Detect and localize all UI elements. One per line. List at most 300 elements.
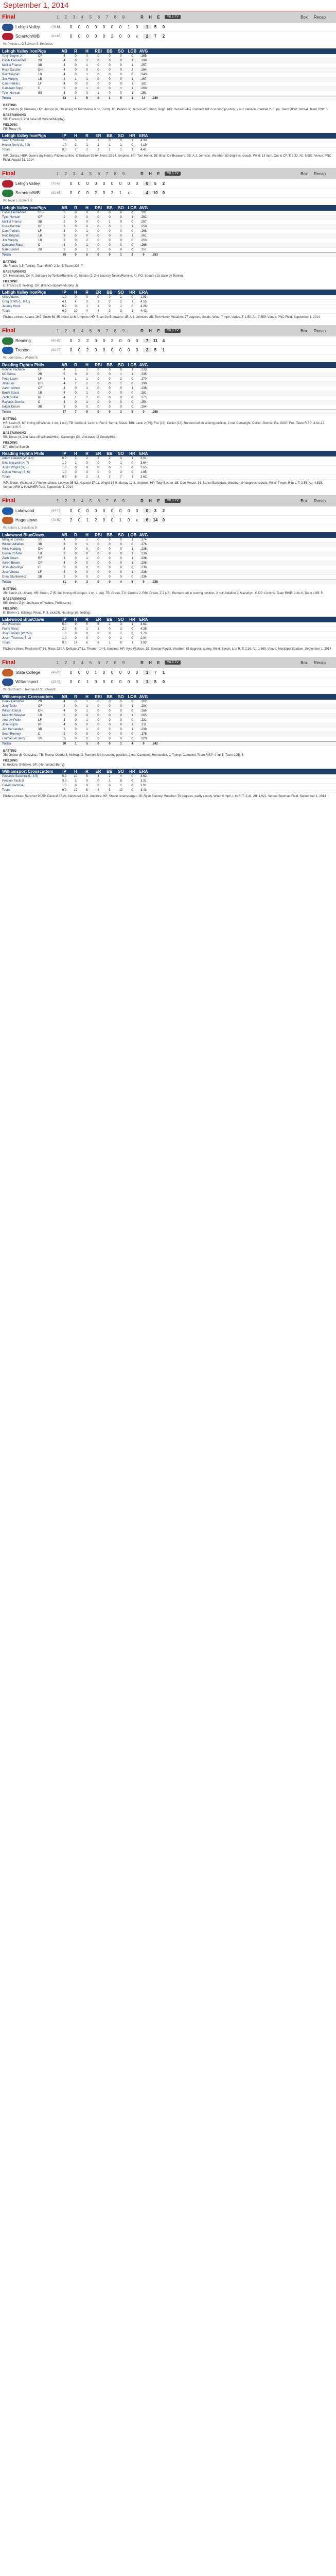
player-name[interactable]: Jose Pujols (2, 723, 18, 726)
stat-cell: 0 (75, 373, 77, 376)
milb-tv-badge[interactable]: MiLB.TV (165, 172, 181, 176)
stat-cell: 0 (131, 296, 133, 299)
game-notes (0, 414, 336, 451)
stat-cell: 0 (75, 305, 77, 308)
player-name[interactable]: Cameron Rupp (2, 87, 23, 90)
game-tabs (300, 172, 326, 176)
player-name[interactable]: Emmanuel Berry (2, 737, 25, 740)
pitcher-name[interactable]: Pediardo Sanchez (L, 3-5) (2, 775, 39, 778)
player-name[interactable]: Russ Canzler (2, 69, 21, 72)
inning-score: 0 (78, 25, 81, 29)
game-spacer (0, 164, 336, 168)
pitcher-name[interactable]: Greg Smith (L, 8-11) (2, 300, 30, 303)
inning-number: 7 (105, 171, 109, 176)
game-info: Pitches-strikes: Prosinski 87-56, Rivas 22-14, DeNato 17-11, Therrien 14-9. Umpires: HP: Kyle Wallace. 1B: George Riedel. Weather: 81 degrees, sunny. Wind: 3 mph, L to R. T: 2:16. Att: 1,369. Venue: Municipal Stadium. September 1, 2014 (3, 648, 331, 651)
player-name[interactable]: Cesar Hernandez (2, 211, 27, 214)
stat-cell: 0 (109, 59, 111, 62)
team-name[interactable]: State College (15, 670, 41, 675)
player-name[interactable]: Malcolm Wasper (2, 714, 25, 717)
stat-cell: 1 (131, 139, 133, 142)
player-position: 1B (38, 392, 42, 395)
stat-cell: 0 (86, 575, 88, 579)
player-name[interactable]: Tyler Henson (2, 92, 21, 95)
pitcher-name[interactable]: Joey DeNato (W, 2-3) (2, 632, 32, 635)
rhe-label: H (149, 498, 152, 503)
box-tab[interactable]: Box (300, 328, 308, 333)
inning-score: 0 (135, 181, 138, 186)
player-name[interactable]: Nate Spears (2, 248, 20, 251)
player-name[interactable]: Derek Campbell (2, 700, 25, 703)
stat-cell: 1 (120, 632, 122, 635)
pitcher-name[interactable]: Frank Rivas (2, 628, 19, 631)
player-name[interactable]: Tyler Henson (2, 216, 21, 219)
player-position: 1B (38, 234, 42, 238)
stat-cell: 1 (131, 714, 133, 717)
batter-row (0, 704, 336, 709)
team-logo-icon (2, 679, 13, 686)
batting-notes-heading: BATTING (3, 418, 17, 421)
stat-cell: 4 (63, 396, 65, 399)
player-position: DH (38, 382, 43, 385)
player-position: LF (38, 230, 42, 233)
milb-tv-badge[interactable]: MiLB.TV (165, 499, 181, 503)
stat-cell: 0 (75, 69, 77, 72)
team-name[interactable]: Hagerstown (15, 518, 38, 522)
milb-tv-badge[interactable]: MiLB.TV (165, 660, 181, 665)
inning-number: 8 (114, 660, 117, 665)
player-name[interactable]: Jose Vineda (2, 571, 19, 574)
stat-cell: 4 (63, 700, 65, 703)
column-header: HR (129, 451, 135, 456)
player-name[interactable]: Aaron Brown (2, 562, 20, 565)
stat-cell: 3 (63, 244, 65, 247)
inning-number: 1 (56, 498, 59, 503)
game-status: Final (2, 171, 15, 177)
stat-cell: 0 (97, 709, 99, 713)
stat-cell: .242 (152, 742, 158, 745)
stat-cell: .281 (140, 82, 147, 86)
recap-tab[interactable]: Recap (313, 328, 326, 333)
inning-headers (54, 329, 128, 333)
inning-score: 0 (119, 670, 122, 675)
player-name[interactable]: Drew Stankiewicz (2, 575, 27, 579)
stat-cell: 0 (131, 396, 133, 399)
stat-cell: .266 (140, 244, 147, 247)
team-name[interactable]: Williamsport (15, 680, 38, 684)
player-position: CF (38, 368, 42, 371)
player-name[interactable]: Rayvelis Gomez (2, 401, 25, 404)
recap-tab[interactable]: Recap (313, 660, 326, 665)
stat-cell: 1 (131, 64, 133, 67)
player-name[interactable]: Edgar Duran (2, 405, 20, 409)
stat-cell: 0 (97, 244, 99, 247)
column-header: RBI (95, 206, 102, 210)
player-position: SS (38, 737, 43, 740)
stat-cell: .233 (140, 368, 147, 371)
pitcher-name[interactable]: Totals (2, 641, 10, 645)
batting-team-name: Lehigh Valley IronPigs (2, 49, 46, 54)
stat-cell: 0 (109, 234, 111, 238)
stat-cell: 0 (131, 719, 133, 722)
recap-tab[interactable]: Recap (313, 14, 326, 20)
pitcher-name[interactable]: Justin Wright (H, 8) (2, 466, 29, 469)
totals-label: Totals (2, 97, 11, 100)
baserunning-notes: CS: Hernandez, Ce (4, 3rd base by Tonkin/Romine, A). Spears (2, 2nd base by Tonkin/Romine, A). PO: Spears (1st base by Tonkin). (3, 275, 184, 278)
totals-label: Totals (2, 742, 11, 745)
stat-cell: 0 (86, 571, 88, 574)
stat-cell: 5 (86, 789, 88, 792)
inning-score: 0 (94, 34, 97, 39)
pitcher-name[interactable]: Jeremy Horst (2, 305, 21, 308)
stat-cell: 0 (97, 378, 99, 381)
game-tabs (300, 499, 326, 503)
pitcher-name[interactable]: Preston Packrat (2, 779, 24, 783)
stat-cell: 10 (119, 789, 123, 792)
stat-cell: 31 (62, 581, 66, 584)
box-tab[interactable]: Box (300, 660, 308, 665)
stat-cell: .291 (140, 211, 147, 214)
totals-label: Totals (2, 411, 11, 414)
team-name[interactable]: Lehigh Valley (15, 25, 40, 29)
stat-cell: 0 (75, 296, 77, 299)
batting-notes: 2B: Franco (15, Tonkin). Team RISP: 2-for-6. Team LOB: 7 (3, 265, 83, 268)
stat-cell: 0 (97, 632, 99, 635)
column-header: ERA (139, 769, 148, 774)
baserunning-notes: SB: Franco (2, 2nd base off Moreno/Murphy). (3, 118, 65, 121)
stat-cell: 4.41 (140, 148, 147, 151)
inning-score: 0 (94, 25, 97, 29)
stat-cell: 1 (86, 139, 88, 142)
team-logo-icon (2, 507, 13, 515)
stat-cell: 0 (86, 234, 88, 238)
pitcher-name[interactable]: Totals (2, 476, 10, 479)
baserunning-notes-heading: BASERUNNING (3, 598, 26, 601)
batting-team-name: Lakewood BlueClaws (2, 533, 44, 537)
stat-cell: 3 (63, 248, 65, 251)
stat-cell: 2 (97, 457, 99, 460)
stat-cell: 9 (86, 411, 88, 414)
stat-cell: 0 (109, 632, 111, 635)
stat-cell: 0 (75, 87, 77, 90)
team-logo-icon (2, 33, 13, 40)
stat-cell: 0 (97, 87, 99, 90)
team-name[interactable]: Scranton/WB (15, 34, 40, 39)
player-position: 2B (38, 700, 42, 703)
player-name[interactable]: Ronnie Pacheco (2, 368, 25, 371)
player-name[interactable]: Aaron Altherr (2, 387, 21, 390)
stat-cell: 1 (75, 742, 77, 745)
pitcher-name[interactable]: Adam Loewen (W, 4-4) (2, 457, 34, 460)
stat-cell: 1 (86, 709, 88, 713)
player-name[interactable]: Joey Tobin (2, 705, 17, 708)
player-name[interactable]: Dustin Cozens (2, 552, 23, 555)
stat-cell: 1 (131, 562, 133, 565)
stat-cell: 1 (75, 462, 77, 465)
stat-cell: 0 (120, 723, 122, 726)
stat-cell: 0 (109, 305, 111, 308)
stat-cell: 2 (86, 476, 88, 479)
team-name[interactable]: Lakewood (15, 509, 34, 513)
fielding-notes: E: Franco (11 fielding). DP: (Franco-Spears-Murphy, J). (3, 284, 79, 287)
stat-cell: 0 (143, 742, 145, 745)
team-name[interactable]: Reading (15, 338, 31, 343)
stat-cell: 4 (63, 78, 65, 81)
stat-cell: 0 (97, 557, 99, 560)
column-header: RBI (95, 363, 102, 367)
column-header: AVG (139, 206, 148, 210)
milb-tv-badge[interactable]: MiLB.TV (165, 329, 181, 333)
baserunning-notes: SB: Duran (8, 2nd base off Wilhardt/Hira); Cartwright (28, 2nd base off Goody/Hira). (3, 436, 118, 439)
box-tab[interactable]: Box (300, 14, 308, 20)
inning-score: x (136, 518, 138, 522)
stat-cell: 1 (109, 144, 111, 147)
player-name[interactable]: Jim Murphy (2, 239, 19, 242)
player-name[interactable]: Maikel Franco (2, 64, 22, 67)
inning-score: 0 (127, 338, 130, 343)
stat-cell: 2 (109, 476, 111, 479)
player-name[interactable]: Willie Harding (2, 548, 22, 551)
stat-cell: 0 (109, 216, 111, 219)
stat-cell: 1 (131, 538, 133, 541)
stat-cell: 0 (120, 733, 122, 736)
stat-cell: 0 (86, 562, 88, 565)
batting-table-header (0, 532, 336, 538)
batter-row (0, 73, 336, 77)
team-name[interactable]: Lehigh Valley (15, 181, 40, 186)
stat-cell: 0 (109, 69, 111, 72)
recap-tab[interactable]: Recap (313, 498, 326, 503)
inning-score: 0 (78, 670, 81, 675)
stat-cell: 0 (120, 737, 122, 740)
stat-cell: 1.93 (140, 296, 147, 299)
stat-cell: 0 (120, 557, 122, 560)
pitcher-name[interactable]: Mike Adams (2, 296, 19, 299)
stat-cell: 1 (75, 368, 77, 371)
batting-totals-row (0, 96, 336, 100)
game-block (0, 495, 336, 657)
inning-scores (67, 25, 141, 29)
batting-notes: HR: Lavin (6, 6th inning off Wiener, 1 on, 1 out). TB: Collier 4; Lavin 4; Fox 2; Serna; Stassi. RBI: Lavin 2 (69); Fox (13); Collier (22). Runners left in scoring position, 2 out: Cartwright; Collier; Gomez, Ra. GIDP: Fox. Team RISP: 3-for-12. Team LOB: 5 (3, 422, 325, 429)
column-header: ERA (139, 133, 148, 138)
player-name[interactable]: Malquin Canelo (2, 538, 24, 541)
stat-cell: 1 (75, 97, 77, 100)
box-tab[interactable]: Box (300, 498, 308, 503)
player-name[interactable]: Cam Perkins (2, 82, 20, 86)
pitcher-name[interactable]: Totals (2, 148, 10, 151)
pitcher-name[interactable]: Totals (2, 310, 10, 313)
stat-cell: 3.64 (140, 462, 147, 465)
stat-cell: 2 (109, 310, 111, 313)
stat-cell: 0 (109, 378, 111, 381)
inning-number: 3 (73, 660, 76, 665)
stat-cell: 3.43 (140, 789, 147, 792)
stat-cell: 1 (131, 548, 133, 551)
stat-cell: .231 (140, 719, 147, 722)
stat-cell: 1 (131, 457, 133, 460)
pitcher-name[interactable]: Totals (2, 789, 10, 792)
stat-cell: 0 (86, 714, 88, 717)
stat-cell: 0 (97, 742, 99, 745)
stat-cell: 1 (131, 310, 133, 313)
inning-score: 0 (135, 670, 138, 675)
stat-cell: 0 (131, 700, 133, 703)
stat-cell: 14 (74, 641, 78, 645)
fielding-notes-heading: FIELDING (3, 124, 17, 127)
player-name[interactable]: Peter Lavin (2, 378, 18, 381)
inning-headers (54, 172, 128, 176)
inning-number: 9 (122, 171, 125, 176)
inning-score: 0 (78, 509, 81, 513)
player-name[interactable]: Cesar Hernandez (2, 59, 27, 62)
player-name[interactable]: Zach Collier (2, 396, 19, 399)
game-block (0, 657, 336, 804)
player-name[interactable]: Sean Rooney (2, 733, 21, 736)
game-notes (0, 584, 336, 617)
column-header: R (74, 206, 77, 210)
rhe-label: H (149, 660, 152, 665)
stat-cell: 2 (86, 239, 88, 242)
stat-cell: 0 (109, 742, 111, 745)
player-name[interactable]: Russ Canzler (2, 225, 21, 228)
player-name[interactable]: Josh Mazurkyn (2, 566, 23, 569)
stat-cell: .235 (140, 373, 147, 376)
player-name[interactable]: Jim Murphy (2, 78, 19, 81)
batting-table-header (0, 694, 336, 700)
decision-pitchers: W: Simms L: Sessions S: (3, 527, 38, 530)
game-notes (0, 746, 336, 769)
stat-cell: 0 (120, 69, 122, 72)
column-header: SO (118, 290, 124, 295)
pitcher-row (0, 470, 336, 475)
stat-cell: 0 (97, 575, 99, 579)
batter-row (0, 391, 336, 396)
stat-cell: .236 (140, 562, 147, 565)
inning-score: 0 (78, 680, 81, 684)
player-name[interactable]: Wilmer Adlafino (2, 543, 24, 546)
player-name[interactable]: Brock Stassi (2, 392, 20, 395)
inning-number: 6 (97, 498, 100, 503)
stat-cell: 2 (97, 148, 99, 151)
stat-cell: 0 (86, 221, 88, 224)
column-header: H (85, 363, 89, 367)
stat-cell: 0 (109, 714, 111, 717)
pitching-table (0, 774, 336, 793)
pitcher-name[interactable]: Calvin Nachoski (2, 784, 25, 787)
stat-cell: 5 (75, 628, 77, 631)
pitcher-name[interactable]: Colton Murray (S, 6) (2, 471, 30, 474)
pitcher-name[interactable]: Hector Neris (L, 4-3) (2, 144, 30, 147)
batter-row (0, 234, 336, 239)
stat-cell: 0 (97, 234, 99, 238)
player-name[interactable]: Wilson Garcia (2, 709, 22, 713)
games-list (0, 11, 336, 804)
pitcher-name[interactable]: Jesen Therrien (S, 2) (2, 637, 31, 640)
team-name[interactable]: Trenton (15, 348, 30, 352)
player-name[interactable]: Cam Perkins (2, 230, 20, 233)
pitcher-name[interactable]: Nino Nascetti (H, 7) (2, 462, 29, 465)
inning-score: 0 (111, 348, 114, 352)
inning-score: 2 (86, 338, 89, 343)
stat-cell: 0 (120, 216, 122, 219)
totals-label: Totals (2, 581, 11, 584)
stat-cell: 3 (63, 239, 65, 242)
player-name[interactable]: Zach Green (2, 557, 19, 560)
player-name[interactable]: Jake Fox (2, 382, 15, 385)
player-position: RF (38, 723, 42, 726)
stat-cell: 0 (120, 55, 122, 58)
stat-cell: 1 (131, 641, 133, 645)
stat-cell: 0 (86, 82, 88, 86)
player-name[interactable]: Maikel Franco (2, 221, 22, 224)
stat-cell: 1 (131, 705, 133, 708)
stat-cell: 4 (63, 401, 65, 404)
stat-cell: 3.01 (140, 457, 147, 460)
inning-score: 2 (111, 191, 114, 195)
stat-cell: 0 (109, 82, 111, 86)
pitcher-row (0, 636, 336, 641)
stat-cell: 0 (97, 382, 99, 385)
stat-cell: 4 (63, 387, 65, 390)
stat-cell: 0 (86, 373, 88, 376)
player-name[interactable]: Andrew Pullin (2, 719, 21, 722)
stat-cell: 2 (120, 471, 122, 474)
player-name[interactable]: Reid Brignac (2, 234, 20, 238)
inning-score: 0 (135, 25, 138, 29)
pitcher-name[interactable]: Jon Prosinski (2, 623, 21, 626)
pitcher-name[interactable]: Sean O'Sullivan (2, 139, 24, 142)
stat-cell: 0 (109, 705, 111, 708)
recap-tab[interactable]: Recap (313, 171, 326, 176)
column-header: AVG (139, 533, 148, 537)
stat-cell: 5 (86, 253, 88, 257)
stat-cell: 1 (120, 148, 122, 151)
stat-cell: 3 (63, 719, 65, 722)
stat-cell: 4 (63, 548, 65, 551)
runs-total: 7 (143, 338, 151, 343)
stat-cell: 1 (120, 87, 122, 90)
milb-tv-badge[interactable]: MiLB.TV (165, 15, 181, 19)
player-name[interactable]: Jan Hernandez (2, 728, 23, 731)
stat-cell: 0 (131, 211, 133, 214)
stat-cell: 0 (75, 575, 77, 579)
stat-cell: 0 (75, 562, 77, 565)
inning-score: 0 (102, 348, 105, 352)
batter-row (0, 248, 336, 252)
inning-score: 0 (119, 338, 122, 343)
player-name[interactable]: Reid Brignac (2, 73, 20, 76)
stat-cell: 9 (75, 623, 77, 626)
stat-cell: 4 (63, 705, 65, 708)
player-name[interactable]: Cameron Rupp (2, 244, 23, 247)
team-name[interactable]: Scranton/WB (15, 191, 40, 195)
column-header: BB (107, 290, 113, 295)
stat-cell: 37 (62, 411, 66, 414)
stat-cell: 4 (63, 64, 65, 67)
stat-cell: 0 (120, 575, 122, 579)
player-name[interactable]: Tony Gwynn Jr. (2, 55, 24, 58)
player-name[interactable]: KC Serna (2, 373, 16, 376)
stat-cell: 0 (75, 552, 77, 555)
player-position: C (38, 87, 41, 90)
batter-row (0, 727, 336, 732)
stat-cell: 0 (120, 244, 122, 247)
stat-cell: 2 (86, 396, 88, 399)
box-tab[interactable]: Box (300, 171, 308, 176)
stat-cell: 3 (63, 211, 65, 214)
game-info: Pitches-strikes: Sanchez 90-59, Packrat 37-24, Nachoski 12-8. Umpires: HP: Shane Livensparger. 1B: Ryan Blakney. Weather: 76 degrees, partly cloudy. Wind: 6 mph, L to R. T: 2:41. Att: 1,921. Venue: Bowman Field. September 1, 2014 (3, 795, 326, 798)
pitcher-row (0, 139, 336, 143)
inning-score: 1 (119, 191, 122, 195)
